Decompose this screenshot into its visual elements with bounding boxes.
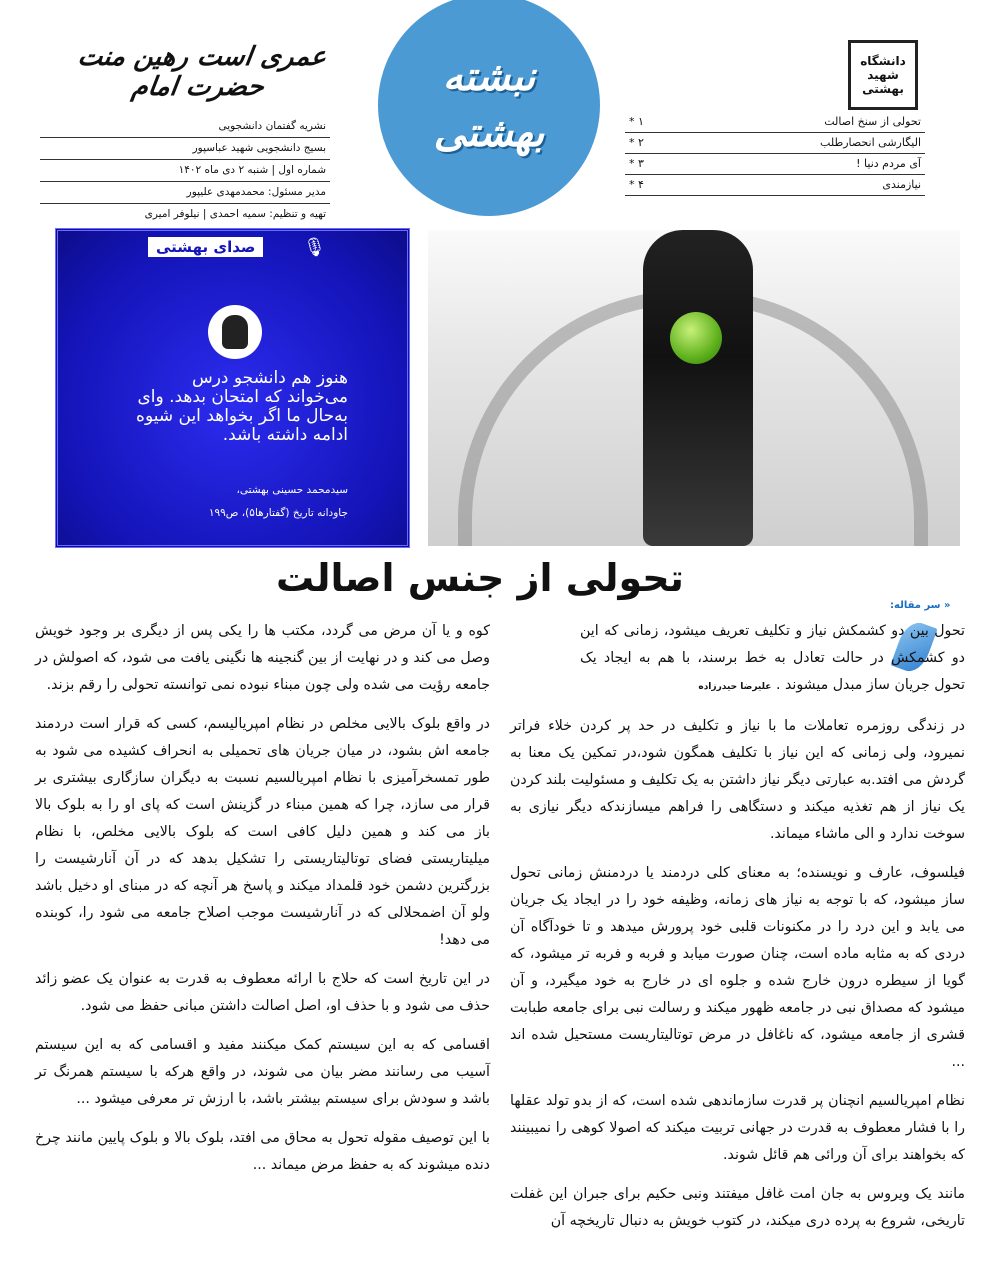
article-headline: تحولی از جنس اصالت [276,556,684,600]
editorial-label: « سر مقاله: [890,600,951,611]
toc-number: * ۴ [629,178,644,191]
toc-item[interactable] [625,133,925,154]
article-left-column [35,618,490,1191]
quote-text: هنوز هم دانشجو درس می‌خواند که امتحان بدهد. وای به‌حال ما اگر بخواهد این شیوه ادامه داشته باشد. [136,368,348,445]
toc-item[interactable] [625,154,925,175]
info-line: تهیه و تنظیم: سمیه احمدی | نیلوفر امیری [144,208,326,220]
info-line: شماره اول | شنبه ۲ دی ماه ۱۴۰۲ [40,160,330,182]
quote-source-line: جاودانه تاریخ (گفتارها۵)، ص۱۹۹ [208,507,348,519]
author-name: علیرضا حیدرزاده [698,682,772,692]
quote-source [128,479,348,525]
publication-info [40,116,330,226]
paragraph: مانند یک ویروس به جان امت غافل میفتند ونبی حکیم برای جبران این غفلت تاریخی، شروع به پرده دری میکند، در کتوب خویش به دنبال تاریخچه آن [510,1186,965,1229]
paragraph: نظام امپریالسیم انچنان پر قدرت سازماندهی شده است، که از بدو تولد عقلها را با فشار معطوف به قدرت در جهانی تربیت میکند که اصولا کوهی را نمیبینند که بخواهند برای آن ورائی هم قائل شوند. [510,1093,965,1163]
quote-card-title: صدای بهشتی [148,237,263,257]
robed-figure [643,230,753,546]
paragraph: با این توصیف مقوله تحول به محاق می افتد، بلوک بالا و بلوک پایین مانند چرخ دنده میشوند که به حفظ مرض میماند ... [35,1130,490,1173]
toc-title: نیازمندی [882,178,921,191]
logo-line: نبشته [442,53,536,100]
toc-number: * ۳ [629,157,644,170]
illustration-image [428,230,960,546]
toc-number: * ۱ [629,115,644,128]
editorial-lead [580,618,965,701]
editorial-label-text: سر مقاله: [890,600,941,611]
paragraph: فیلسوف، عارف و نویسنده؛ به معنای کلی دردمند یا دردمنش زمانی تحول ساز میشود، که با توجه به نیاز های زمانه، وظیفه خود را در ایجاد یک جریان می یابد و این درد را در مکنونات قلبی خود پرورش میدهد و تا خودآگاه آن دردی که به مثابه ماده است، چنان صورت میابد و فربه و فربه تر میشود، که گویا از سیطره درون خارج شده و جلوه ای در خارج به خود میگیرد، و آن میشود که مصداق نبی در جامعه ظهور میکند و رسالت نبی برای جامعه طبابت قشری از جامعه میشود، که ناغافل در مرض توتالیتاریست مستحیل شده اند ... [510,865,965,1070]
paragraph: اقسامی که به این سیستم کمک میکنند مفید و اقسامی که به این سیستم آسیب می رسانند مضر بیان می شوند، در واقع هرکه با سیستم همرنگ تر باشد و سودش برای سیستم بیشتر باشد، با ارزش تر معرفی میشود ... [35,1037,490,1107]
green-apple-icon [670,312,722,364]
paragraph: در زندگی روزمره تعاملات ما با نیاز و تکلیف در حد پر کردن خلاء فراتر نمیرود، ولی زمانی که این نیاز با تکلیف همگون شود،در تمکین یک معنا به گردش می افتد.به عبارتی دیگر نیاز داشتن به یک تکلیف و مسئولیت بلند کردن یک نیاز از هم تغذیه میکند و دستگاهی را فراهم میسازندکه دیگر نیازی به سوخت ندارد و الی ماشاء میماند. [510,718,965,842]
toc-item[interactable] [625,175,925,196]
toc-item[interactable] [625,112,925,133]
university-logo: دانشگاه شهید بهشتی [848,40,918,110]
article-right-column [510,618,965,1247]
microphone-icon: 🎙 [303,237,326,258]
info-line: نشریه گفتمان دانشجویی [40,116,330,138]
info-line: بسیج دانشجویی شهید عباسپور [40,138,330,160]
toc-title: الیگارشی انحصارطلب [820,136,921,149]
lead-text: تحول بین دو کشمکش نیاز و تکلیف تعریف میشود، زمانی که این دو کشمکش در حالت تعادل به خط برسند، با هم به ایجاد یک تحول جریان ساز مبدل میشوند . [580,623,965,693]
logo-line: بهشتی [433,109,545,156]
paragraph: کوه و یا آن مرض می گردد، مکتب ها را یکی پس از دیگری بر وجود خویش وصل می کند و در نهایت از بین گنجینه ها نگینی یافت می شود، که اصولش در جامعه رؤیت می شده ولی چون مبناء نبوده نمی توانسته تحولی را رقم بزند. [35,623,490,693]
info-line: مدیر مسئول: محمدمهدی علیپور [40,182,330,204]
portrait-avatar [208,305,262,359]
paragraph: در واقع بلوک بالایی مخلص در نظام امپریالیسم، کسی که قرار است دردمند جامعه اش بشود، در میان جریان های تحمیلی به انحراف کشیده می شود به طور تمسخرآمیزی با نظام امپریالسیم نسبت به دیگران سازگاری بیشتری بر قرار می سازد، چرا که همین مبناء در گزینش است که پای او را به بلوک بالا باز می کند و همین دلیل کافی است که بلوک بالایی مخلص، با نظام میلیتاریستی فضای توتالیتاریستی را تشکیل بدهد که در آن آنارشیست را بزرگترین دشمن خود قلمداد میکند و پاسخ هر آنچه که در مبنای او دخیل باشد ولو آن اضمحلالی که در آنارشیست موجب اصلاح جامعه می شود را، کوبنده می دهد! [35,716,490,948]
paragraph: در این تاریخ است که حلاج با ارائه معطوف به قدرت به عنوان یک عضو زائد حذف می شود و با حذف او، اصل اصالت داشتن مبانی حفظ می شود. [35,971,490,1014]
quote-source-line: سیدمحمد حسینی بهشتی، [236,484,348,496]
toc-number: * ۲ [629,136,644,149]
quote-card [55,228,410,548]
newsletter-logo [378,0,600,216]
toc-title: تحولی از سنخ اصالت [824,115,921,128]
table-of-contents [625,112,925,196]
masthead-motto: عمری است رهین منت حضرت امام [75,42,329,102]
toc-title: آی مردم دنیا ! [856,157,921,170]
